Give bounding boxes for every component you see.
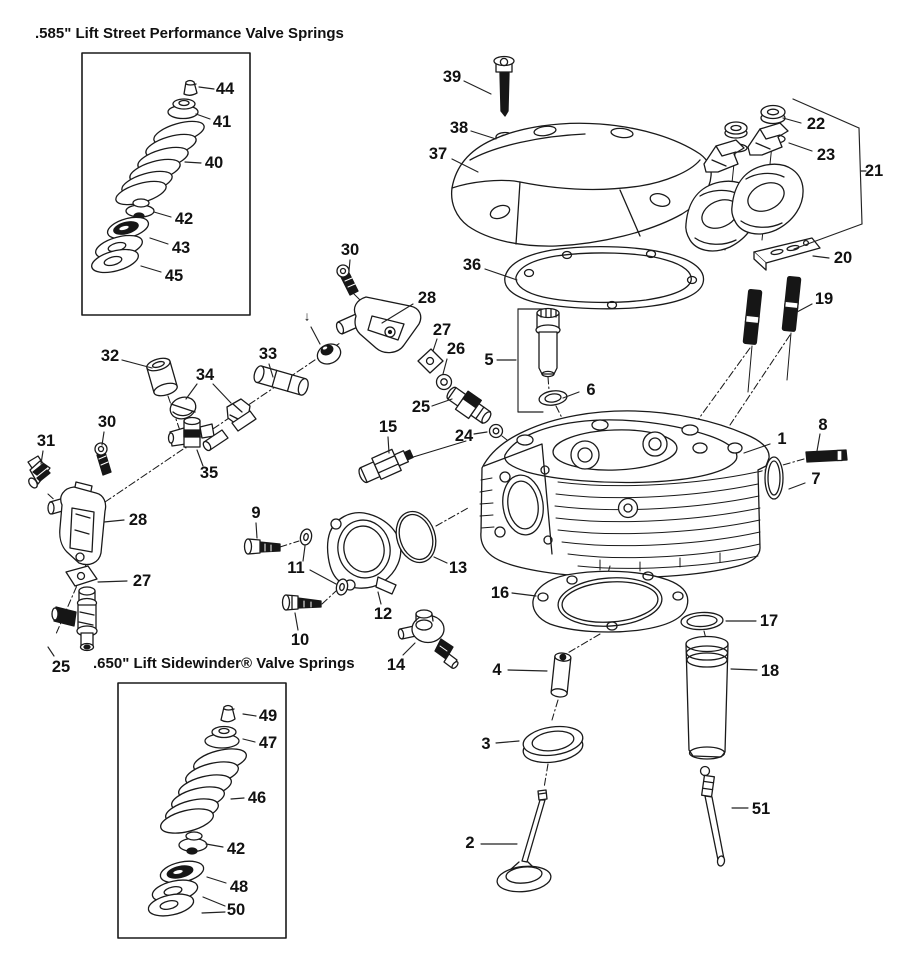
part-number-label: 8 [818, 416, 828, 434]
leader-line [403, 643, 415, 655]
callout-4 [492, 661, 547, 679]
leader-line [48, 647, 54, 656]
leader-line [311, 327, 320, 344]
part-number-label: 27 [132, 572, 152, 590]
callout-8 [817, 416, 828, 451]
part-number-label: 25 [411, 398, 431, 416]
head-stud-right-19 [782, 276, 801, 331]
callout-25 [48, 647, 70, 676]
fuel-injector-25-left [52, 587, 97, 651]
callout-43 [150, 238, 190, 257]
part-number-label: 7 [811, 470, 821, 488]
part-number-label: 21 [864, 162, 884, 180]
leader-line [213, 384, 231, 403]
callout-7 [789, 470, 821, 489]
callout-20 [813, 249, 852, 267]
leader-line [464, 81, 491, 94]
callout-3 [481, 735, 519, 753]
callout-40 [185, 154, 223, 172]
part-number-label: 6 [586, 381, 596, 399]
callout-39 [443, 68, 491, 94]
spring-retainer-47 [205, 727, 239, 749]
leader-line [471, 131, 496, 139]
part-number-label: 13 [448, 559, 468, 577]
part-number-label: 48 [229, 878, 249, 896]
seal-17 [681, 611, 724, 639]
callout-16 [491, 584, 536, 602]
callout-14 [387, 643, 415, 674]
callout-6 [563, 381, 596, 399]
part-number-label: 10 [290, 631, 310, 649]
leader-line [154, 212, 171, 217]
sensor-15 [355, 443, 416, 487]
part-number-label: 15 [378, 418, 398, 436]
part-number-label: 33 [258, 345, 278, 363]
part-number-label: 30 [340, 241, 360, 259]
leader-line [508, 670, 547, 671]
breather-valve-14 [398, 610, 459, 669]
part-number-label: 28 [417, 289, 437, 307]
leader-line [150, 238, 168, 244]
leader-line [202, 912, 225, 913]
oring-26 [437, 375, 452, 390]
part-number-label: 3 [481, 735, 491, 753]
part-number-label: ↓ [303, 308, 311, 324]
part-number-label: 35 [199, 464, 219, 482]
leader-line [789, 143, 812, 151]
part-number-label: 25 [51, 658, 71, 676]
callout-23 [789, 143, 835, 164]
leader-line [434, 557, 447, 563]
part-number-label: 39 [442, 68, 462, 86]
pushrod-51 [701, 767, 726, 867]
leader-line [256, 523, 257, 538]
leader-line [794, 224, 862, 249]
callout-27 [98, 572, 151, 590]
callout-38 [450, 119, 496, 139]
leader-line [104, 520, 124, 522]
oring-7 [765, 457, 783, 499]
sensor-31 [27, 456, 50, 490]
callout-34 [186, 366, 231, 403]
callout-2 [465, 834, 517, 852]
leader-line [98, 581, 127, 582]
callout-50 [202, 897, 245, 919]
part-number-label: 46 [247, 789, 267, 807]
part-number-label: 49 [258, 707, 278, 725]
cap-32 [145, 356, 178, 398]
leader-line [859, 128, 862, 224]
leader-line [243, 714, 256, 716]
part-number-label: 50 [226, 901, 246, 919]
callout-47 [243, 734, 277, 752]
head-stud-left-19 [743, 289, 762, 344]
leader-line [186, 384, 197, 399]
part-number-label: 17 [759, 612, 779, 630]
part-number-label: 1 [777, 430, 787, 448]
part-number-label: 4 [492, 661, 502, 679]
rocker-arm-assembly [686, 106, 820, 393]
leader-line [349, 260, 350, 271]
part-number-label: 43 [171, 239, 191, 257]
part-number-label: 27 [432, 321, 452, 339]
part-number-label: 47 [258, 734, 278, 752]
part-number-label: 9 [251, 504, 261, 522]
leader-line [496, 741, 519, 743]
callout-22 [783, 115, 825, 133]
shims-45 [89, 231, 145, 277]
map-sensor-28-top [335, 297, 421, 353]
part-number-label: 22 [806, 115, 826, 133]
part-number-label: 34 [195, 366, 215, 384]
callout-↓ [304, 309, 320, 345]
part-number-label: 31 [36, 432, 56, 450]
leader-line [783, 118, 801, 123]
head-gasket-16 [533, 566, 688, 654]
tappet-cover-18 [686, 637, 728, 760]
callout-45 [141, 266, 183, 285]
valve-seat-3 [521, 700, 584, 788]
part-number-label: 41 [212, 113, 232, 131]
rocker-clamp-left [704, 140, 744, 172]
callout-24 [455, 427, 487, 445]
leader-line [185, 162, 201, 163]
part-number-label: 26 [446, 340, 466, 358]
part-number-label: 5 [484, 351, 494, 369]
leader-line [433, 339, 437, 351]
rocker-nut-22 [761, 106, 785, 124]
leader-line [432, 399, 452, 406]
part-number-label: 51 [751, 800, 771, 818]
leader-line [789, 483, 805, 489]
leader-line [731, 669, 757, 670]
part-number-label: 28 [128, 511, 148, 529]
allen-screw-30-left [95, 443, 111, 475]
leader-line [512, 593, 536, 596]
part-number-label: 20 [833, 249, 853, 267]
callout-30 [98, 413, 116, 445]
valve-guide-4 [551, 652, 572, 697]
part-number-label: 16 [490, 584, 510, 602]
heading-street-performance: .585" Lift Street Performance Valve Springs [35, 25, 344, 42]
callout-19 [797, 290, 833, 312]
fuel-rail-assembly [27, 265, 421, 651]
leader-line [231, 798, 244, 799]
callout-9 [251, 504, 260, 538]
leader-line [203, 897, 225, 906]
callout-51 [732, 800, 770, 818]
callout-25 [412, 398, 452, 416]
leader-line [207, 877, 226, 883]
leader-line [206, 844, 223, 847]
part-number-label: 44 [215, 80, 235, 98]
callout-49 [243, 707, 277, 725]
callout-5 [484, 309, 543, 412]
callout-10 [291, 613, 309, 649]
valve-2 [496, 790, 552, 894]
rail-nut [314, 340, 344, 367]
callout-18 [731, 662, 779, 680]
callout-26 [443, 340, 465, 374]
callout-12 [374, 592, 392, 623]
part-number-label: 37 [428, 145, 448, 163]
part-number-label: 30 [97, 413, 117, 431]
callout-42 [154, 210, 193, 228]
part-number-label: 45 [164, 267, 184, 285]
leader-line [793, 99, 859, 128]
part-number-label: 12 [373, 605, 393, 623]
callout-15 [379, 418, 397, 453]
leader-line [243, 739, 255, 742]
callout-32 [101, 347, 152, 368]
callout-17 [726, 612, 778, 630]
leader-line [196, 114, 210, 119]
callout-28 [104, 511, 147, 529]
bolt-10 [283, 595, 322, 610]
leader-line [474, 432, 487, 434]
part-number-label: 2 [465, 834, 475, 852]
rocker-nut-left [725, 122, 747, 138]
fuel-injector-25-top [443, 382, 495, 428]
part-number-label: 19 [814, 290, 834, 308]
callout-48 [207, 877, 248, 896]
part-number-label: 36 [462, 256, 482, 274]
cover-gasket-36 [505, 247, 704, 309]
pad-27-left [66, 566, 97, 586]
leader-line [797, 304, 812, 312]
allen-screw-30-top [337, 265, 358, 295]
part-number-label: 40 [204, 154, 224, 172]
valve-keeper-49 [221, 706, 235, 722]
callout-13 [434, 557, 467, 577]
part-number-label: 42 [226, 840, 246, 858]
part-number-label: 24 [454, 427, 474, 445]
part-number-label: 23 [816, 146, 836, 164]
cover-bolt-39 [494, 57, 514, 117]
valve-keeper-44 [184, 81, 197, 96]
part-number-label: 32 [100, 347, 120, 365]
rocker-cover-37 [452, 123, 712, 246]
leader-line [817, 434, 820, 451]
part-number-label: 18 [760, 662, 780, 680]
lower-retainer-42b [179, 832, 207, 854]
leader-line [141, 266, 161, 272]
part-number-label: 14 [386, 656, 406, 674]
part-number-label: 38 [449, 119, 469, 137]
part-number-label: 11 [287, 559, 305, 577]
leader-line [813, 256, 829, 258]
callout-44 [199, 80, 235, 98]
oring-24 [490, 425, 503, 438]
map-sensor-28-left [48, 482, 106, 565]
bolt-9 [245, 539, 281, 554]
shims-50 [146, 876, 199, 919]
part-number-label: 42 [174, 210, 194, 228]
heading-sidewinder: .650" Lift Sidewinder® Valve Springs [93, 655, 355, 672]
spring-retainer-41 [168, 99, 198, 119]
pushrod-cover-5 [536, 309, 568, 427]
callout-42 [206, 840, 245, 858]
leader-line [199, 87, 214, 89]
rocker-arm-right [732, 164, 803, 234]
callout-35 [197, 450, 218, 482]
cylinder-head-1 [480, 411, 769, 578]
leader-line [295, 613, 298, 630]
leader-line [378, 592, 381, 604]
callout-46 [231, 789, 266, 807]
valve-spring-46 [158, 744, 248, 837]
pad-27-top [418, 349, 443, 373]
